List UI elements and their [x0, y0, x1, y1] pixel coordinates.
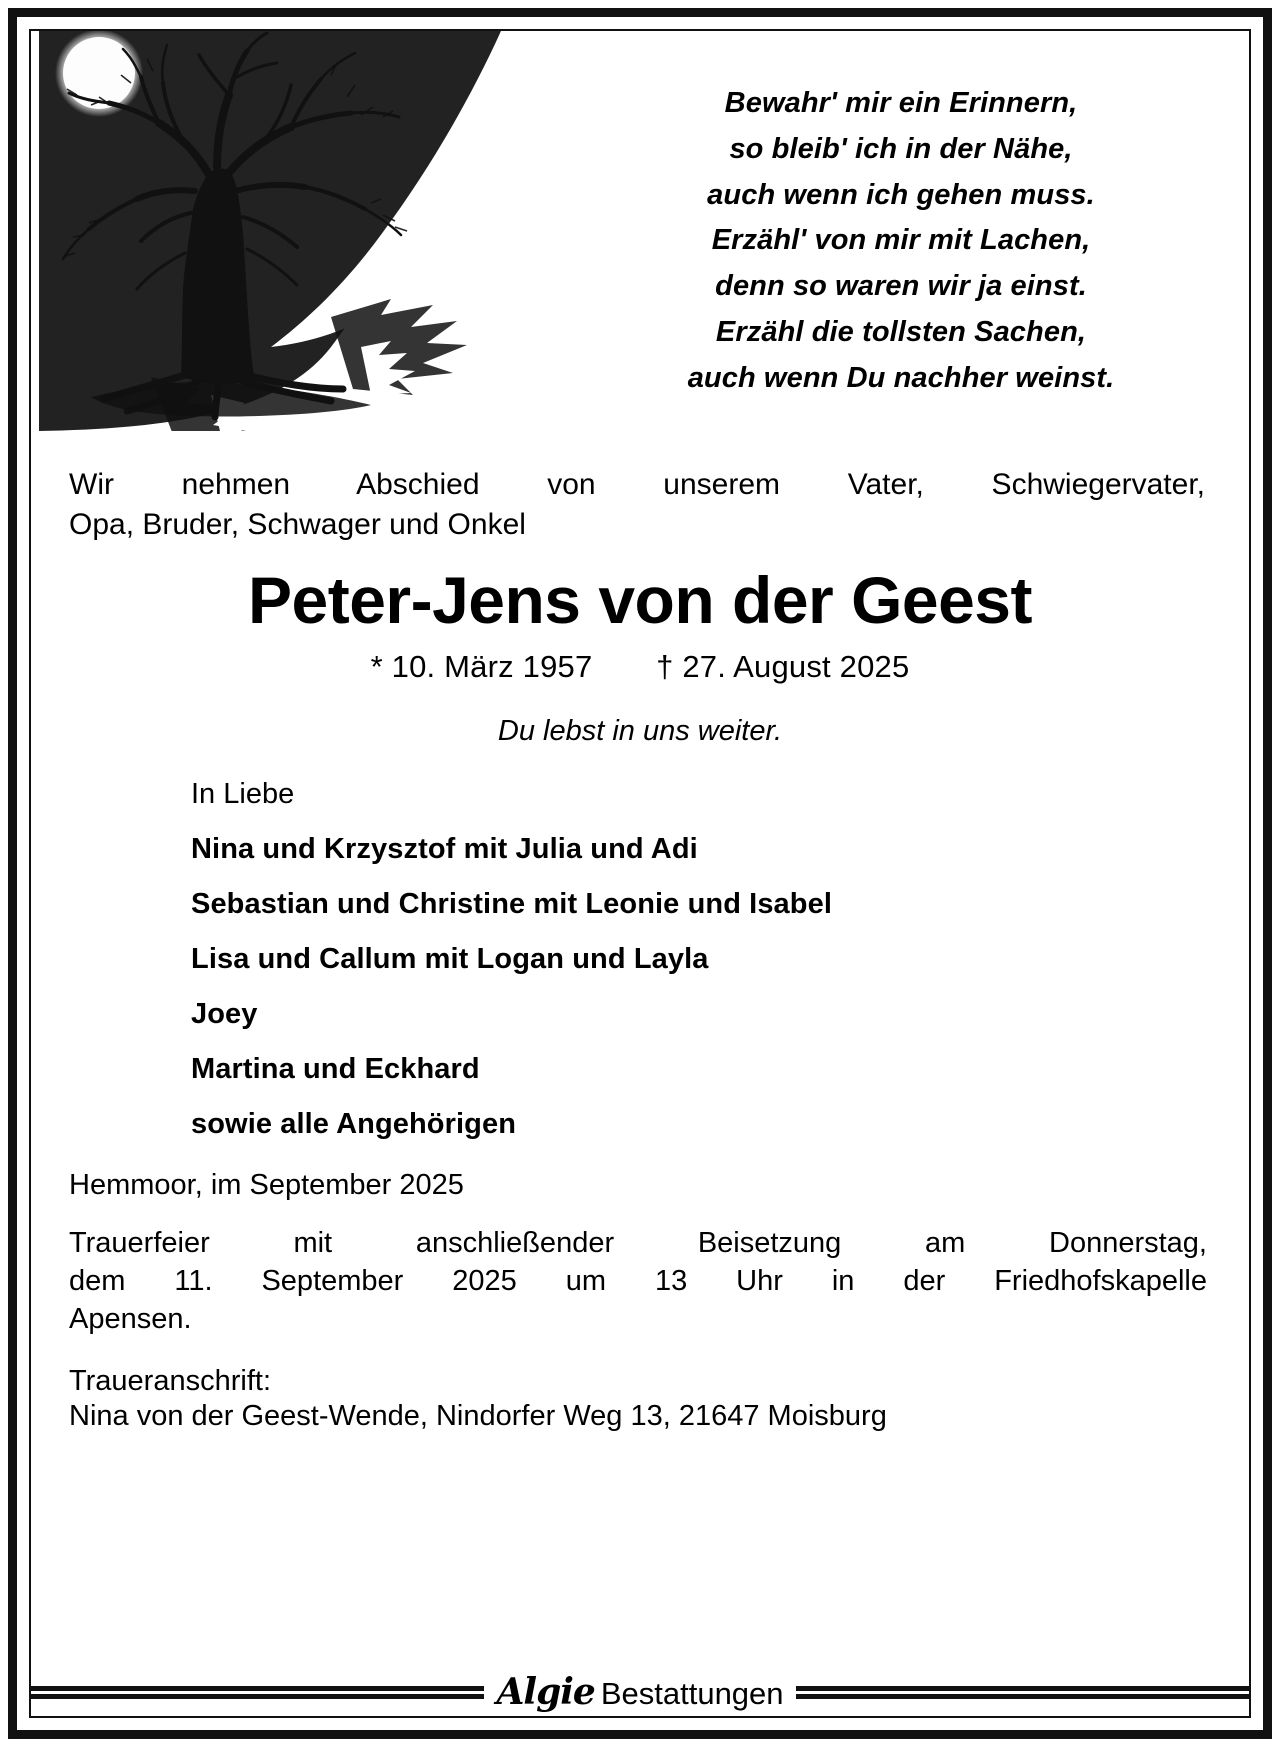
- notice-content: [31, 31, 1249, 1716]
- family-member: Nina und Krzysztof mit Julia und Adi: [191, 832, 698, 865]
- memorial-poem: [601, 81, 1201, 402]
- header-area: [69, 31, 1211, 461]
- family-member: Sebastian und Christine mit Leonie und Isabel: [191, 887, 832, 920]
- poem-line: Erzähl die tollsten Sachen,: [715, 316, 1087, 349]
- memorial-motto: Du lebst in uns weiter.: [497, 714, 783, 747]
- farewell-intro-line1: Wir nehmen Abschied von unserem Vater, Schwiegervater,: [69, 468, 1205, 501]
- tree-with-moon-illustration: [31, 29, 551, 447]
- family-list: [69, 778, 1211, 1141]
- logo-rule-right: [796, 1686, 1249, 1699]
- farewell-intro: [69, 465, 1211, 544]
- poem-line: so bleib' ich in der Nähe,: [729, 132, 1073, 165]
- condolence-address: Nina von der Geest-Wende, Nindorfer Weg 13, 21647 Moisburg: [69, 1399, 887, 1432]
- ceremony-line-3: Apensen.: [69, 1303, 192, 1336]
- ceremony-line-1: Trauerfeier mit anschließender Beisetzung am Donnerstag,: [69, 1226, 1207, 1259]
- ceremony-line-2: dem 11. September 2025 um 13 Uhr in der Friedhofskapelle: [69, 1265, 1207, 1298]
- logo-subtitle: Bestattungen: [600, 1676, 784, 1711]
- deceased-dates: [69, 649, 1211, 685]
- funeral-home-logo-bar: [31, 1668, 1249, 1716]
- outer-border: [8, 8, 1272, 1739]
- logo-wordmark: Algie: [496, 1671, 595, 1713]
- poem-line: auch wenn Du nachher weinst.: [687, 361, 1115, 394]
- poem-line: Bewahr' mir ein Erinnern,: [724, 87, 1078, 119]
- deceased-name: Peter-Jens von der Geest: [248, 563, 1032, 638]
- poem-line: denn so waren wir ja einst.: [715, 270, 1087, 303]
- condolence-address-label: Traueranschrift:: [69, 1364, 271, 1397]
- place-and-date: Hemmoor, im September 2025: [69, 1168, 464, 1201]
- death-date: † 27. August 2025: [656, 648, 910, 684]
- family-member: Lisa und Callum mit Logan und Layla: [191, 942, 709, 975]
- logo-rule-left: [31, 1686, 484, 1699]
- poem-line: auch wenn ich gehen muss.: [707, 178, 1095, 211]
- birth-date: * 10. März 1957: [370, 648, 593, 684]
- poem-line: Erzähl' von mir mit Lachen,: [711, 224, 1091, 257]
- family-member: Martina und Eckhard: [191, 1052, 480, 1085]
- family-heading: In Liebe: [191, 777, 295, 810]
- family-member: Joey: [191, 997, 258, 1030]
- family-member: sowie alle Angehörigen: [191, 1107, 517, 1140]
- funeral-home-logo: [484, 1671, 795, 1713]
- ceremony-details: [69, 1224, 1211, 1339]
- inner-border: [29, 29, 1251, 1718]
- farewell-intro-line2: Opa, Bruder, Schwager und Onkel: [69, 507, 526, 541]
